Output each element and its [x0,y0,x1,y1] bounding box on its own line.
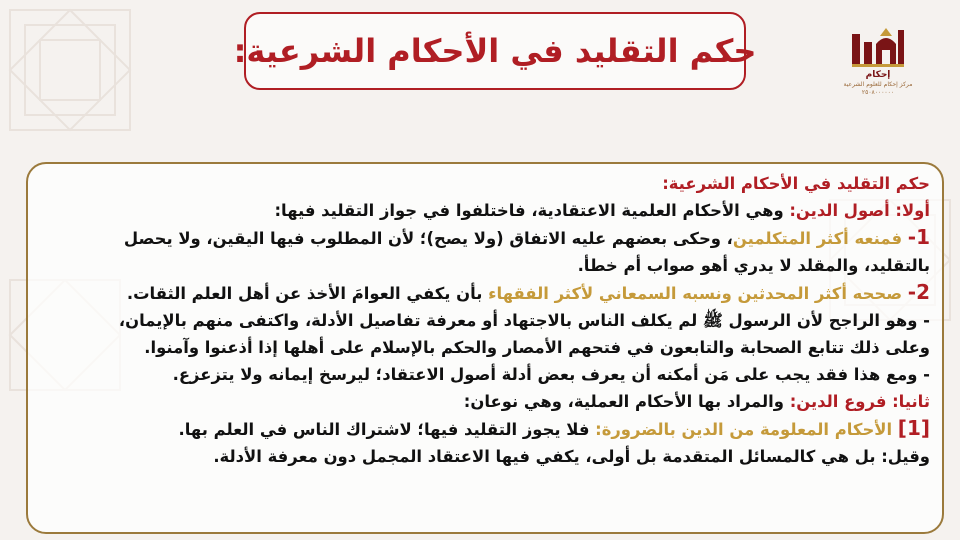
logo [840,24,916,100]
subpoint-1-line [42,415,930,443]
bullet-2: - ومع هذا فقد يجب على مَن أمكنه أن يعرف بعض أدلة أصول الاعتقاد؛ ليرسخ إيمانه ولا يتزعزع. [172,365,930,384]
point-2-highlight: صححه أكثر المحدثين ونسبه السمعاني لأكثر الفقهاء [488,284,908,303]
logo-subtitle: مركز إحكام للعلوم الشرعية [843,81,913,88]
point-2-number: 2- [907,280,930,304]
point-1-text: ، وحكى بعضهم عليه الاتفاق (ولا يصح)؛ لأن المطلوب فيها اليقين، ولا يحصل [123,229,733,248]
point-1-line [42,224,930,252]
slide-title: حكم التقليد في الأحكام الشرعية: [233,32,757,70]
bullet-1: - وهو الراجح لأن الرسول ﷺ لم يكلف الناس بالاجتهاد أو معرفة تفاصيل الأدلة، واكتفى منهم بالإيمان، [118,311,930,330]
subpoint-1-number: [1] [897,416,930,440]
logo-caption: ٢٥٠٨٠٠٠٠٠٠ [861,89,895,96]
point-2-text: بأن يكفي العوامَ الأخذ عن أهل العلم الثقات. [126,284,489,303]
bullet-1-continuation: وعلى ذلك تتابع الصحابة والتابعون في فتحهم الأمصار والحكم بالإسلام على أهلها إذا أذعنوا وآمنوا. [144,338,930,357]
point-1-continuation: بالتقليد، والمقلد لا يدري أهو صواب أم خطأ. [577,256,930,275]
logo-mark-icon [850,24,906,68]
point-1-highlight: فمنعه أكثر المتكلمين [732,229,908,248]
first-section-text: وهي الأحكام العلمية الاعتقادية، فاختلفوا في جواز التقليد فيها: [274,201,790,220]
point-1-number: 1- [907,225,930,249]
first-section-line [42,197,930,224]
first-section-prefix: أولا: أصول الدين: [789,201,930,220]
title-banner [233,12,757,90]
second-section-text: والمراد بها الأحكام العملية، وهي نوعان: [463,392,790,411]
point-2-line [42,279,930,307]
subpoint-2-line: وقيل: بل هي كالمسائل المتقدمة بل أولى، يكفي فيها الاعتقاد المجمل دون معرفة الأدلة. [213,447,930,466]
logo-name: إحكام [865,70,891,80]
second-section-line [42,388,930,415]
content-heading: حكم التقليد في الأحكام الشرعية: [662,174,930,193]
second-section-prefix: ثانيا: فروع الدين: [789,392,930,411]
subpoint-1-highlight: الأحكام المعلومة من الدين بالضرورة: [595,420,898,439]
content-box [26,162,944,534]
subpoint-1-text: فلا يجوز التقليد فيها؛ لاشتراك الناس في العلم بها. [178,420,596,439]
